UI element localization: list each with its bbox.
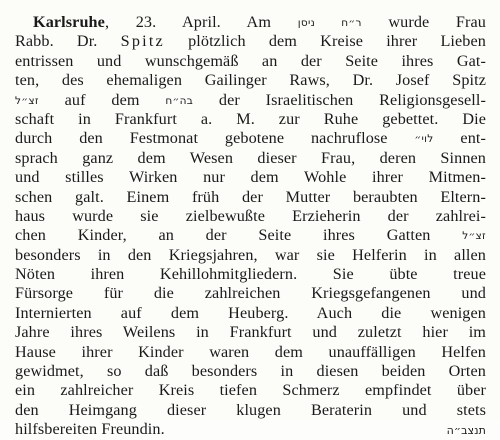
name-spitz: Spitz	[120, 32, 165, 51]
dateline-place: Karlsruhe	[33, 13, 105, 31]
hebrew-honorific: זצ״ל	[15, 94, 39, 107]
text-line-6: schaft in Frankfurt a. M. zur Ruhe gebettet. Die	[15, 109, 486, 128]
text-line-2: Rabb. Dr. Spitz plötzlich dem Kreise ihrer Lieben	[15, 32, 486, 51]
text-line-17: Jahre ihres Weilens in Frankfurt und zuletzt hier im	[15, 323, 486, 342]
text-line-15: Fürsorge für die zahlreichen Kriegsgefangenen und	[15, 284, 486, 303]
text-line-16: Internierten auf dem Heuberg. Auch die wenigen	[15, 303, 486, 322]
text-line-22: hilfsbereiten Freundin. תנצב״ה	[15, 420, 486, 439]
text-line-1: Karlsruhe, 23. April. Am ר״ח ניסן wurde Frau	[33, 13, 486, 31]
text-line-10: schen galt. Einem früh der Mutter beraubten Eltern-	[15, 187, 486, 206]
hebrew-date: ר״ח ניסן	[297, 17, 362, 29]
text-line-13: besonders in den Kriegsjahren, war sie Helferin in allen	[15, 245, 486, 264]
hebrew-word: לוי״	[414, 133, 434, 146]
text-line-18: Hause ihrer Kinder waren dem unauffälligen Helfen	[15, 342, 486, 361]
hebrew-cemetery: בה״ח	[165, 94, 194, 107]
text-line-14: Nöten ihren Kehillohmitgliedern. Sie übte treue	[15, 265, 486, 284]
hebrew-closing-abbreviation: תנצב״ה	[446, 424, 486, 438]
text-line-9: und stilles Wirken nur dem Wohle ihrer Mitmen-	[15, 168, 486, 187]
text-line-5: זצ״ל auf dem בה״ח der Israelitischen Religionsgesell-	[15, 90, 486, 109]
text-line-19: gewidmet, so daß besonders in diesen beiden Orten	[15, 362, 486, 381]
text-line-20: ein zahlreicher Kreis tiefen Schmerz empfindet über	[15, 381, 486, 400]
text-line-21: den Heimgang dieser klugen Beraterin und stets	[15, 400, 486, 419]
text-line-3: entrissen und wunschgemäß an der Seite ihres Gat-	[15, 51, 486, 70]
text-line-12: chen Kinder, an der Seite ihres Gatten זצ״ל	[15, 226, 486, 245]
hebrew-honorific-2: זצ״ל	[462, 230, 486, 243]
text-line-7: durch den Festmonat gebotene nachruflose לוי״ ent-	[15, 129, 486, 148]
text-line-4: ten, des ehemaligen Gailinger Raws, Dr. Josef Spitz	[15, 71, 486, 90]
text-line-11: haus wurde sie zielbewußte Erzieherin der zahlrei-	[15, 206, 486, 225]
text-line-8: sprach ganz dem Wesen dieser Frau, deren Sinnen	[15, 148, 486, 167]
